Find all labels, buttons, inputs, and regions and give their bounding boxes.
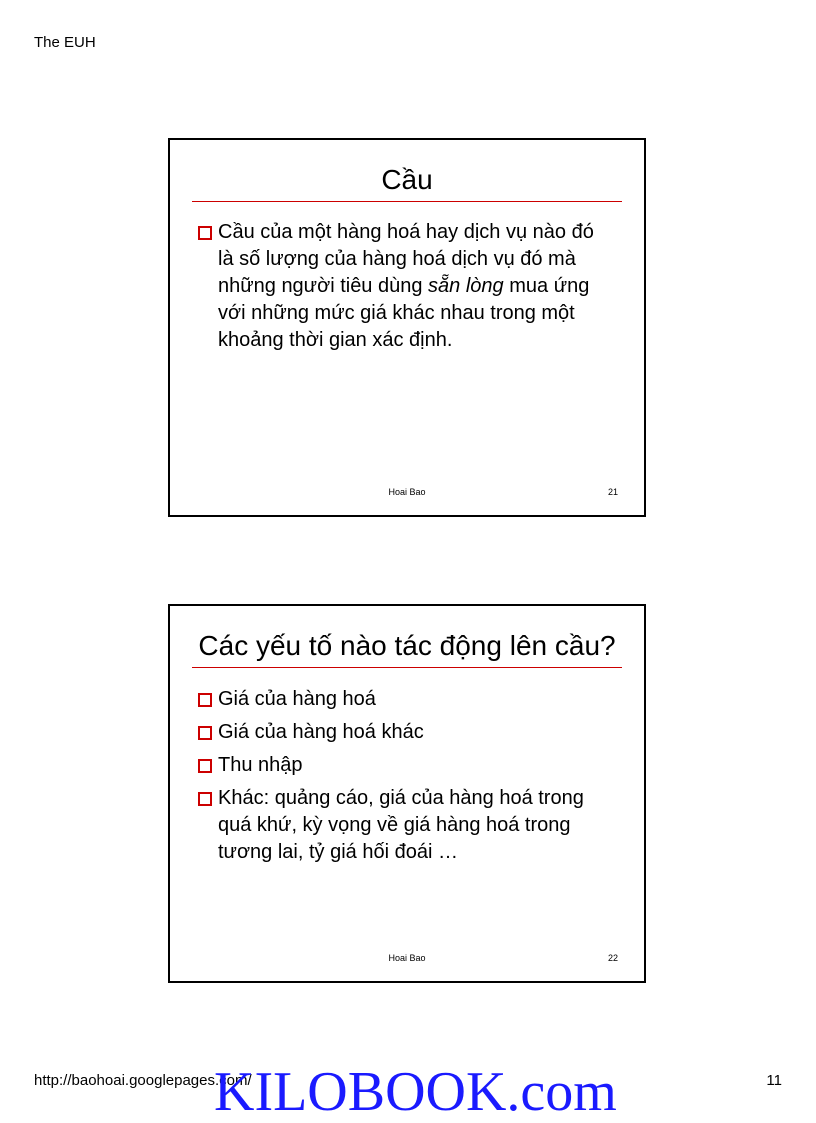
slide-author: Hoai Bao	[388, 953, 426, 963]
bullet-text-post: mua ứng với những mức giá khác nhau trong một khoảng thời gian xác định.	[218, 275, 590, 351]
checkbox-bullet-icon	[198, 759, 212, 773]
bullet-list	[196, 686, 616, 872]
checkbox-bullet-icon	[198, 792, 212, 806]
page-header: The EUH	[34, 34, 96, 51]
bullet-item	[196, 752, 616, 779]
page-footer-url[interactable]: http://baohoai.googlepages.com/	[34, 1072, 252, 1089]
bullet-text-emphasis: sẵn lòng	[428, 275, 504, 297]
bullet-item	[196, 719, 616, 746]
bullet-text-pre: Cầu của một hàng hoá hay dịch vụ nào đó là số lượng của hàng hoá dịch vụ đó mà những người tiêu dùng	[218, 221, 594, 297]
bullet-list	[196, 219, 596, 360]
checkbox-bullet-icon	[198, 726, 212, 740]
bullet-text: Khác: quảng cáo, giá của hàng hoá trong quá khứ, kỳ vọng về giá hàng hoá trong tương lai, tỷ giá hối đoái …	[218, 787, 584, 863]
title-divider	[192, 667, 622, 668]
bullet-text: Giá của hàng hoá khác	[218, 721, 424, 743]
watermark-logo: KILOBOOK.com	[214, 1061, 617, 1123]
bullet-text: Thu nhập	[218, 754, 303, 776]
title-divider	[192, 201, 622, 202]
page-number: 11	[766, 1072, 782, 1089]
bullet-text: Giá của hàng hoá	[218, 688, 376, 710]
slide-21	[168, 138, 646, 517]
slide-author: Hoai Bao	[388, 487, 426, 497]
slide-title: Các yếu tố nào tác động lên cầu?	[198, 630, 616, 661]
slide-number: 21	[607, 487, 618, 497]
slide-title: Cầu	[381, 164, 433, 195]
bullet-item	[196, 686, 616, 713]
slide-22	[168, 604, 646, 983]
checkbox-bullet-icon	[198, 693, 212, 707]
checkbox-bullet-icon	[198, 226, 212, 240]
bullet-item	[196, 219, 596, 354]
slide-number: 22	[607, 953, 618, 963]
bullet-item	[196, 785, 616, 866]
